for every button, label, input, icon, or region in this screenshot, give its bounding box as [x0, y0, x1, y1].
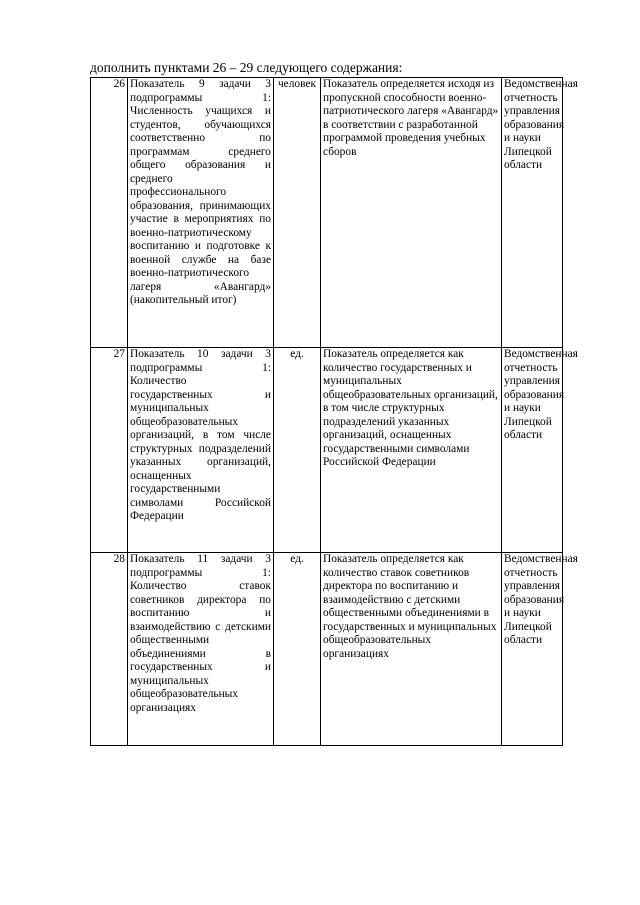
- data-source: Ведомственная отчетность управления образования и науки Липецкой области: [502, 553, 563, 746]
- row-number: 27: [91, 348, 128, 553]
- calculation-method: Показатель определяется как количество государственных и муниципальных общеобразовательных организаций, в том числе структурных подразделений указанных организаций, оснащенных государственными символами Российской Федерации: [321, 348, 502, 553]
- calculation-method: Показатель определяется как количество ставок советников директора по воспитанию и взаимодействию с детскими общественными объединениями в государственных и муниципальных общеобразовательных организациях: [321, 553, 502, 746]
- indicator-name: Показатель 10 задачи 3 подпрограммы 1: Количество государственных и муниципальных общеобразовательных организаций, в том числе структурных подразделений указанных организаций, оснащенных государственными символами Российской Федерации: [128, 348, 274, 553]
- data-source: Ведомственная отчетность управления образования и науки Липецкой области: [502, 348, 563, 553]
- unit-of-measure: ед.: [274, 553, 321, 746]
- intro-text: дополнить пунктами 26 – 29 следующего содержания:: [90, 60, 403, 75]
- unit-of-measure: человек: [274, 78, 321, 348]
- indicator-name: Показатель 9 задачи 3 подпрограммы 1: Численность учащихся и студентов, обучающихся соответственно по программам среднего общего образования и среднего профессионального образования, принимающих участие в мероприятиях по военно-патриотическому воспитанию и подготовке к военной службе на базе военно-патриотического лагеря «Авангард» (накопительный итог): [128, 78, 274, 348]
- table-row: [91, 78, 563, 348]
- table-row: [91, 553, 563, 746]
- row-number: 26: [91, 78, 128, 348]
- table-row: [91, 348, 563, 553]
- data-source: Ведомственная отчетность управления образования и науки Липецкой области: [502, 78, 563, 348]
- unit-of-measure: ед.: [274, 348, 321, 553]
- indicator-name: Показатель 11 задачи 3 подпрограммы 1: Количество ставок советников директора по воспитанию и взаимодействию с детскими общественными объединениями в государственных и муниципальных общеобразовательных организациях: [128, 553, 274, 746]
- calculation-method: Показатель определяется исходя из пропускной способности военно-патриотического лагеря «Авангард» в соответствии с разработанной программой проведения учебных сборов: [321, 78, 502, 348]
- indicators-table: [90, 77, 578, 746]
- row-number: 28: [91, 553, 128, 746]
